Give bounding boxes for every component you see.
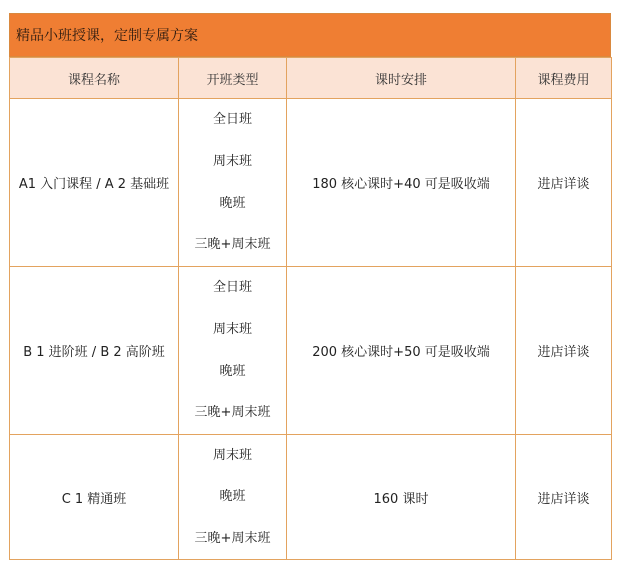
fee-cell: 进店详谈 <box>516 267 612 435</box>
class-type-option: 三晚+周末班 <box>194 530 271 546</box>
fee-cell: 进店详谈 <box>516 99 612 267</box>
schedule-cell: 180 核心课时+40 可是吸收端 <box>287 99 516 267</box>
course-table <box>9 57 612 560</box>
class-type-option: 晚班 <box>219 489 246 505</box>
course-name-cell: A1 入门课程 / A 2 基础班 <box>10 99 179 267</box>
course-name-cell: C 1 精通班 <box>10 435 179 560</box>
header-row <box>10 58 612 99</box>
class-type-option: 全日班 <box>212 112 252 127</box>
class-type-cell <box>179 267 287 435</box>
header-fee: 课程费用 <box>516 58 612 99</box>
schedule-cell: 160 课时 <box>287 435 516 560</box>
class-type-option: 周末班 <box>212 153 252 169</box>
class-type-cell <box>179 99 287 267</box>
table-row <box>10 267 612 435</box>
class-type-option: 晚班 <box>219 195 246 211</box>
class-type-option: 晚班 <box>219 363 246 379</box>
header-class-type: 开班类型 <box>179 58 287 99</box>
class-type-option: 周末班 <box>212 321 252 337</box>
class-type-option: 三晚+周末班 <box>194 237 271 253</box>
header-schedule: 课时安排 <box>287 58 516 99</box>
class-type-cell <box>179 435 287 560</box>
header-course-name: 课程名称 <box>10 58 179 99</box>
table-title: 精品小班授课，定制专属方案 <box>9 13 611 57</box>
class-type-option: 周末班 <box>212 448 252 463</box>
class-type-option: 全日班 <box>212 280 252 295</box>
fee-cell: 进店详谈 <box>516 435 612 560</box>
course-table-panel <box>9 13 611 560</box>
class-type-option: 三晚+周末班 <box>194 405 271 421</box>
table-row <box>10 435 612 560</box>
table-row <box>10 99 612 267</box>
course-name-cell: B 1 进阶班 / B 2 高阶班 <box>10 267 179 435</box>
schedule-cell: 200 核心课时+50 可是吸收端 <box>287 267 516 435</box>
